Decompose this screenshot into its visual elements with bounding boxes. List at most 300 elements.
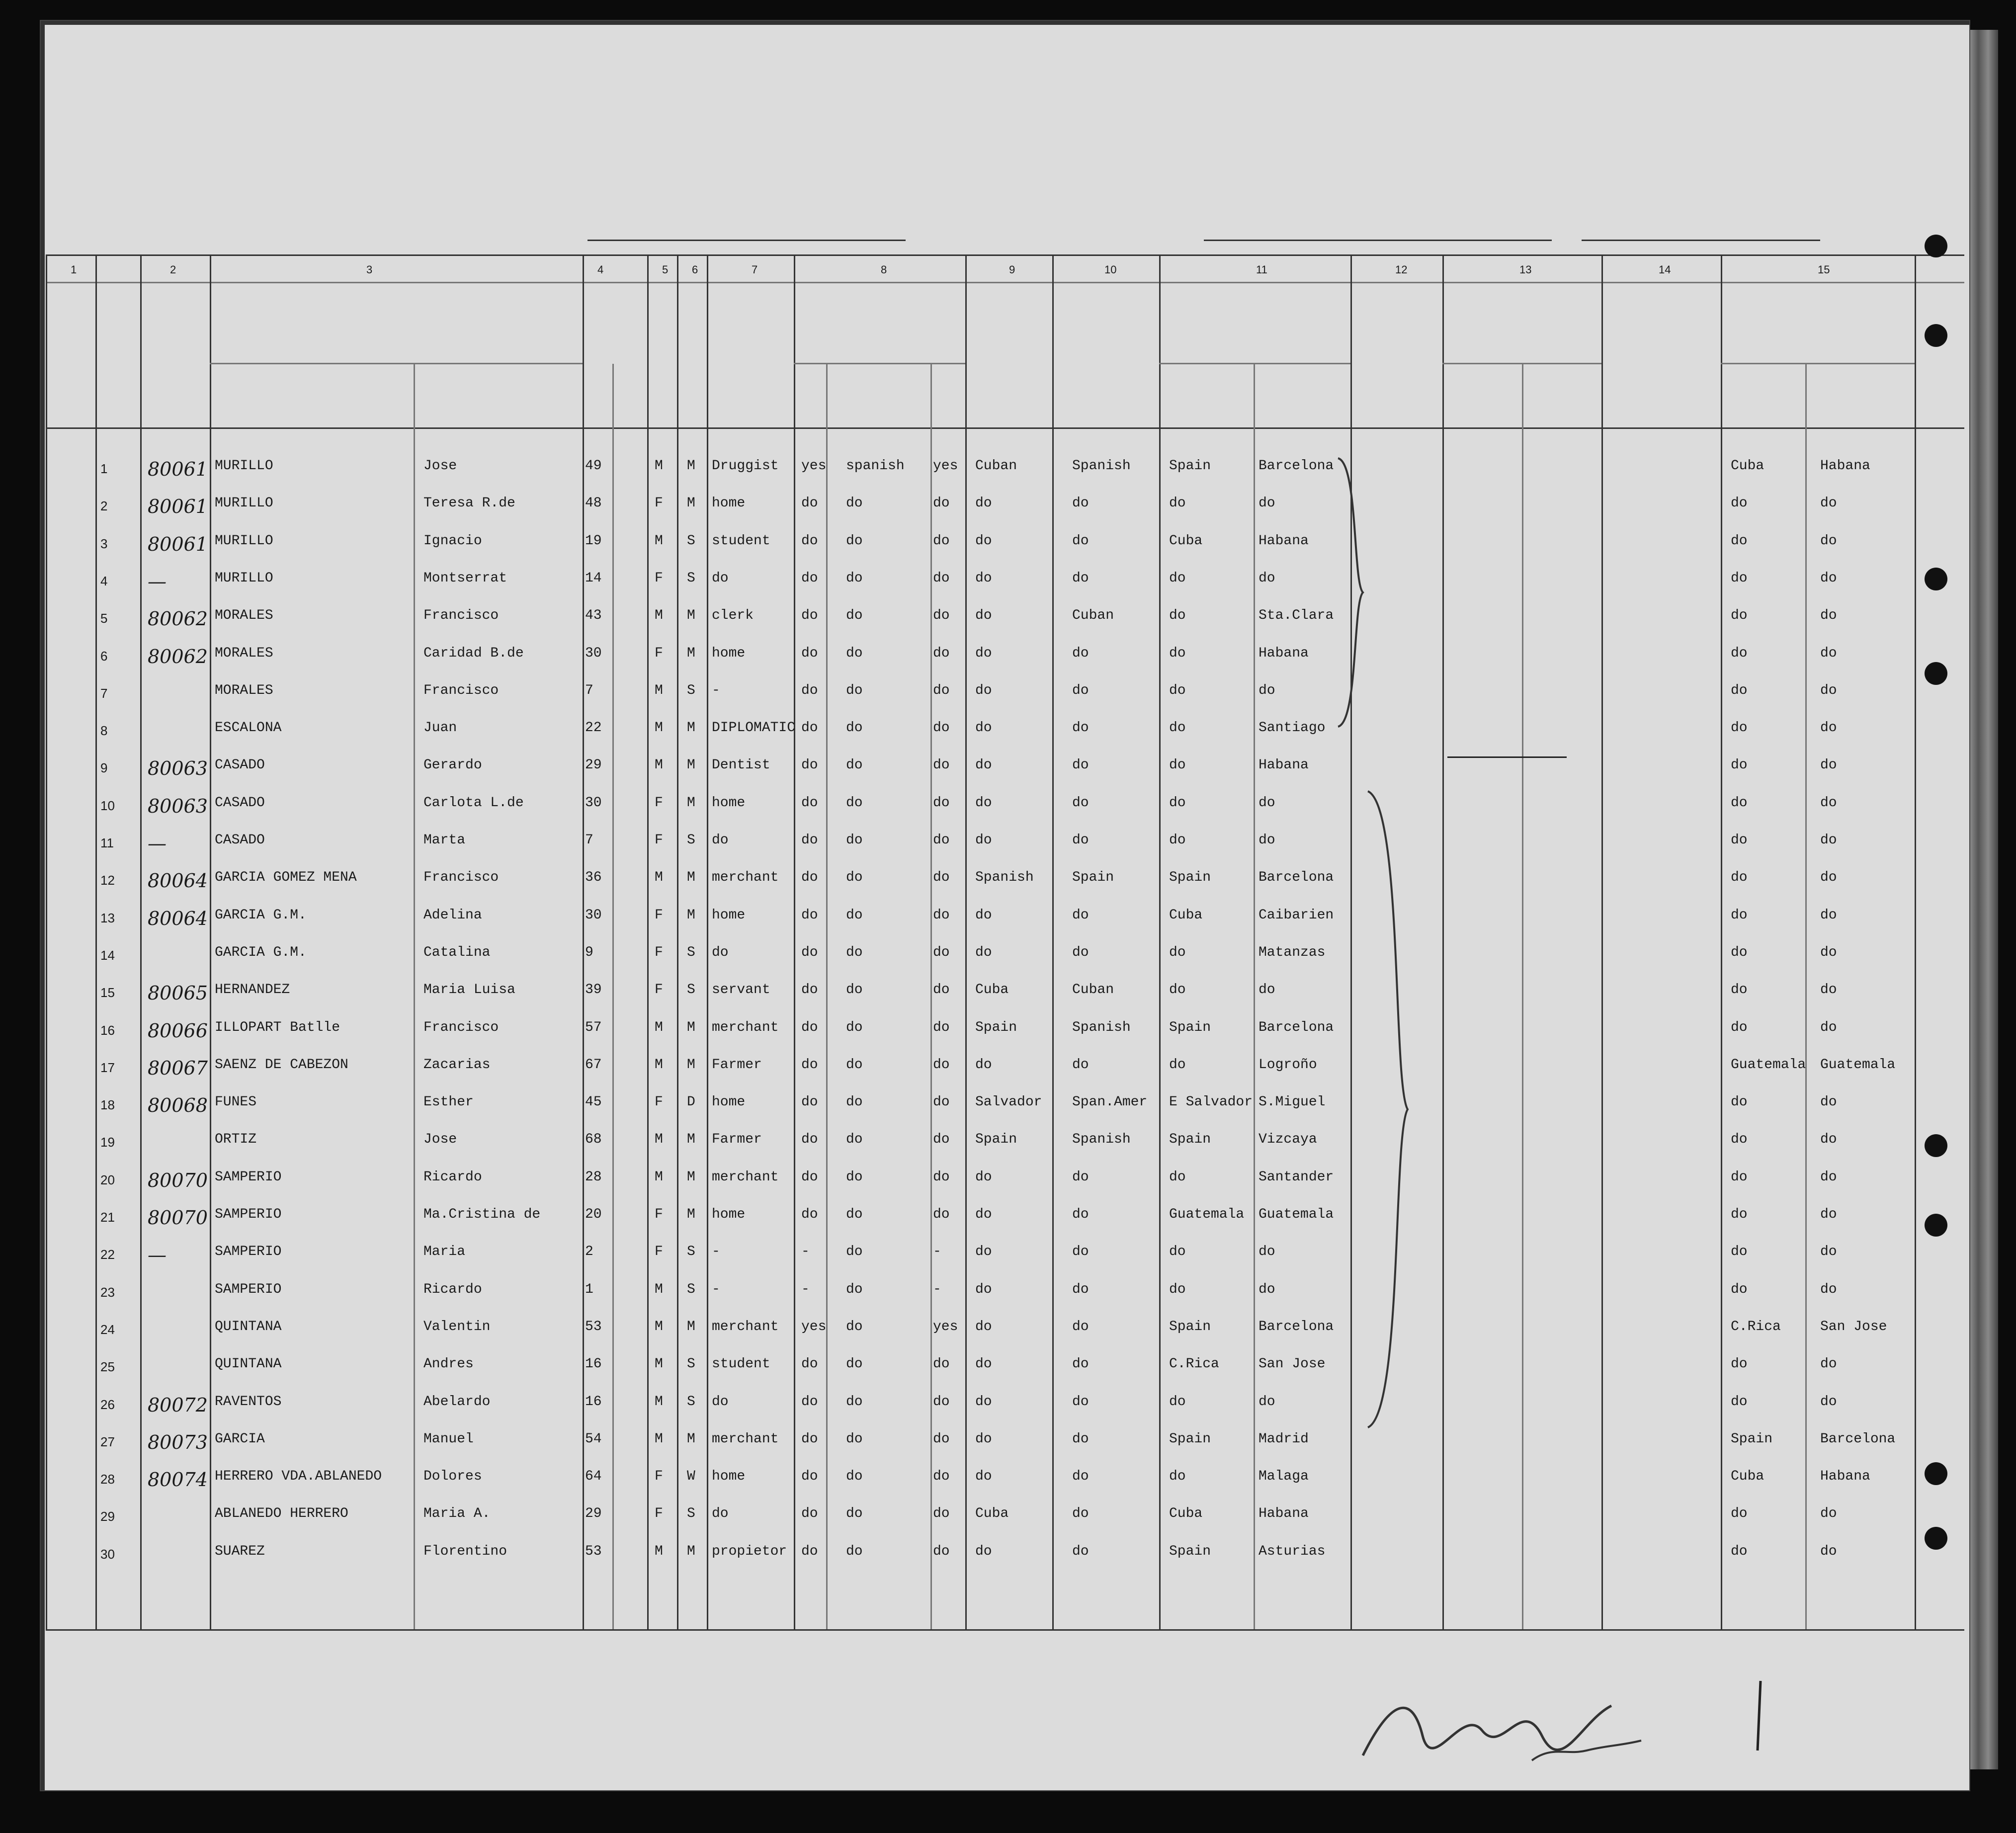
nationality-cell: do <box>975 570 992 586</box>
given-name-cell: Ignacio <box>423 533 482 549</box>
row-number: 12 <box>100 873 115 888</box>
nationality-cell: do <box>975 1356 992 1372</box>
marital-cell: M <box>687 1169 695 1185</box>
read-cell: do <box>801 496 818 511</box>
read-cell: do <box>801 682 818 698</box>
race-cell: Cuban <box>1072 982 1114 998</box>
occupation-cell: DIPLOMATIC <box>712 720 796 736</box>
family-name-cell: FUNES <box>215 1094 257 1110</box>
head-tax-cell: 80063 <box>148 795 208 817</box>
birth-city-cell: do <box>1259 1244 1275 1260</box>
birth-country-cell: do <box>1169 1394 1186 1410</box>
column-rule <box>1522 364 1523 1629</box>
age-cell: 48 <box>585 496 602 511</box>
read-cell: do <box>801 533 818 549</box>
res-city-cell: do <box>1820 1094 1837 1110</box>
occupation-cell: - <box>712 1244 720 1260</box>
nationality-cell: do <box>975 757 992 773</box>
birth-country-cell: do <box>1169 757 1186 773</box>
column-number: 15 <box>1818 263 1830 276</box>
head-tax-cell: 80070 <box>148 1207 208 1229</box>
family-name-cell: ILLOPART Batlle <box>215 1019 340 1035</box>
birth-country-cell: do <box>1169 720 1186 736</box>
birth-city-cell: Sta.Clara <box>1259 608 1334 624</box>
age-cell: 54 <box>585 1431 602 1447</box>
read-cell: yes <box>801 1319 827 1334</box>
race-cell: do <box>1072 1469 1089 1485</box>
read-cell: do <box>801 1057 818 1073</box>
birth-city-cell: Barcelona <box>1259 1019 1334 1035</box>
res-city-cell: Guatemala <box>1820 1057 1896 1073</box>
age-cell: 36 <box>585 870 602 886</box>
res-city-cell: do <box>1820 1543 1837 1559</box>
head-tax-cell: 80072 <box>148 1394 208 1416</box>
birth-country-cell: do <box>1169 682 1186 698</box>
birth-country-cell: do <box>1169 496 1186 511</box>
marital-cell: S <box>687 1281 695 1297</box>
row-number: 5 <box>100 611 108 626</box>
res-country-cell: do <box>1731 1207 1748 1222</box>
given-name-cell: Francisco <box>423 870 499 886</box>
res-country-cell: do <box>1731 982 1748 998</box>
family-name-cell: CASADO <box>215 757 265 773</box>
head-tax-cell: 80066 <box>148 1019 208 1042</box>
birth-country-cell: do <box>1169 1169 1186 1185</box>
marital-cell: M <box>687 496 695 511</box>
read-cell: do <box>801 907 818 923</box>
res-city-cell: do <box>1820 682 1837 698</box>
header-bottom-rule <box>46 427 1964 429</box>
column-number: 8 <box>881 263 887 276</box>
birth-country-cell: do <box>1169 1281 1186 1297</box>
sex-cell: M <box>655 1281 663 1297</box>
row-number: 2 <box>100 499 108 514</box>
head-tax-cell: 80061 <box>148 533 208 555</box>
write-cell: do <box>933 1207 950 1222</box>
race-cell: do <box>1072 1169 1089 1185</box>
write-cell: do <box>933 944 950 960</box>
column-number: 4 <box>597 263 604 276</box>
head-tax-cell: 80064 <box>148 870 208 892</box>
column-rule <box>583 254 584 1629</box>
sex-cell: M <box>655 1169 663 1185</box>
nationality-cell: Spanish <box>975 870 1034 886</box>
occupation-cell: home <box>712 1469 746 1485</box>
read-cell: do <box>801 720 818 736</box>
language-cell: do <box>846 1394 863 1410</box>
head-tax-cell: 80064 <box>148 907 208 929</box>
given-name-cell: Ma.Cristina de <box>423 1207 541 1222</box>
nationality-cell: do <box>975 533 992 549</box>
res-country-cell: do <box>1731 1244 1748 1260</box>
nationality-cell: do <box>975 682 992 698</box>
birth-country-cell: Cuba <box>1169 533 1203 549</box>
write-cell: do <box>933 1169 950 1185</box>
family-name-cell: SAMPERIO <box>215 1281 282 1297</box>
column-rule <box>707 254 708 1629</box>
birth-country-cell: do <box>1169 608 1186 624</box>
punch-hole <box>1925 324 1947 347</box>
age-cell: 64 <box>585 1469 602 1485</box>
nationality-cell: Cuban <box>975 458 1017 474</box>
birth-city-cell: do <box>1259 982 1275 998</box>
language-cell: do <box>846 1543 863 1559</box>
given-name-cell: Juan <box>423 720 457 736</box>
column-rule <box>612 364 614 1629</box>
column-rule <box>1721 254 1722 1629</box>
marital-cell: M <box>687 1543 695 1559</box>
head-tax-cell: 80063 <box>148 757 208 780</box>
res-country-cell: Guatemala <box>1731 1057 1806 1073</box>
occupation-cell: do <box>712 833 729 848</box>
punch-hole <box>1925 1462 1947 1485</box>
write-cell: do <box>933 757 950 773</box>
row-number: 9 <box>100 760 108 776</box>
write-cell: do <box>933 1132 950 1148</box>
occupation-cell: home <box>712 795 746 811</box>
res-city-cell: Habana <box>1820 458 1870 474</box>
read-cell: do <box>801 608 818 624</box>
row-number: 8 <box>100 723 108 739</box>
language-cell: do <box>846 1506 863 1522</box>
marital-cell: S <box>687 982 695 998</box>
race-cell: do <box>1072 1319 1089 1334</box>
language-cell: do <box>846 1132 863 1148</box>
family-name-cell: MURILLO <box>215 570 273 586</box>
write-cell: - <box>933 1244 941 1260</box>
write-cell: do <box>933 1057 950 1073</box>
write-cell: do <box>933 1094 950 1110</box>
marital-cell: M <box>687 645 695 661</box>
sex-cell: M <box>655 1132 663 1148</box>
row-number: 13 <box>100 910 115 925</box>
head-tax-cell: 80068 <box>148 1094 208 1117</box>
language-cell: do <box>846 1019 863 1035</box>
sex-cell: F <box>655 1094 663 1110</box>
age-cell: 19 <box>585 533 602 549</box>
row-number: 16 <box>100 1022 115 1038</box>
row-number: 20 <box>100 1172 115 1187</box>
birth-country-cell: do <box>1169 1057 1186 1073</box>
res-city-cell: do <box>1820 757 1837 773</box>
language-cell: do <box>846 570 863 586</box>
read-cell: do <box>801 645 818 661</box>
row-number: 25 <box>100 1359 115 1375</box>
given-name-cell: Montserrat <box>423 570 507 586</box>
row-number: 26 <box>100 1397 115 1412</box>
age-cell: 68 <box>585 1132 602 1148</box>
write-cell: do <box>933 833 950 848</box>
res-city-cell: do <box>1820 833 1837 848</box>
write-cell: do <box>933 982 950 998</box>
nationality-cell: Cuba <box>975 1506 1009 1522</box>
res-country-cell: do <box>1731 608 1748 624</box>
read-cell: do <box>801 795 818 811</box>
race-cell: do <box>1072 496 1089 511</box>
punch-hole <box>1925 235 1947 257</box>
nationality-cell: do <box>975 1431 992 1447</box>
res-country-cell: do <box>1731 1394 1748 1410</box>
birth-country-cell: do <box>1169 944 1186 960</box>
marital-cell: S <box>687 1356 695 1372</box>
nationality-cell: do <box>975 795 992 811</box>
birth-city-cell: Guatemala <box>1259 1207 1334 1222</box>
given-name-cell: Dolores <box>423 1469 482 1485</box>
res-country-cell: do <box>1731 757 1748 773</box>
column-number: 14 <box>1659 263 1671 276</box>
family-name-cell: MURILLO <box>215 533 273 549</box>
sex-cell: F <box>655 833 663 848</box>
language-cell: do <box>846 1356 863 1372</box>
write-cell: do <box>933 1469 950 1485</box>
res-country-cell: do <box>1731 1169 1748 1185</box>
res-country-cell: do <box>1731 907 1748 923</box>
read-cell: - <box>801 1244 810 1260</box>
given-name-cell: Carlota L.de <box>423 795 524 811</box>
race-cell: do <box>1072 1207 1089 1222</box>
read-cell: do <box>801 1469 818 1485</box>
birth-city-cell: Habana <box>1259 1506 1309 1522</box>
column-rule <box>414 364 415 1629</box>
res-city-cell: do <box>1820 1019 1837 1035</box>
punch-hole <box>1925 568 1947 590</box>
birth-country-cell: do <box>1169 1469 1186 1485</box>
column-rule <box>826 364 828 1629</box>
column-number: 11 <box>1256 263 1267 276</box>
language-cell: spanish <box>846 458 905 474</box>
race-cell: do <box>1072 720 1089 736</box>
row-number: 14 <box>100 947 115 963</box>
subheader-rule <box>1442 363 1601 364</box>
marital-cell: M <box>687 907 695 923</box>
write-cell: do <box>933 645 950 661</box>
language-cell: do <box>846 645 863 661</box>
sex-cell: F <box>655 1244 663 1260</box>
nationality-cell: do <box>975 1394 992 1410</box>
birth-city-cell: do <box>1259 496 1275 511</box>
birth-country-cell: Spain <box>1169 1019 1211 1035</box>
birth-city-cell: Logroño <box>1259 1057 1317 1073</box>
language-cell: do <box>846 682 863 698</box>
column-rule <box>95 254 97 1629</box>
head-tax-cell: 80062 <box>148 608 208 630</box>
given-name-cell: Francisco <box>423 682 499 698</box>
res-city-cell: do <box>1820 982 1837 998</box>
head-tax-cell: — <box>148 833 167 854</box>
nationality-cell: do <box>975 1244 992 1260</box>
write-cell: do <box>933 720 950 736</box>
race-cell: do <box>1072 1543 1089 1559</box>
marital-cell: M <box>687 458 695 474</box>
column-rule <box>1159 254 1161 1629</box>
given-name-cell: Jose <box>423 1132 457 1148</box>
column-rule <box>930 364 932 1629</box>
column-number: 7 <box>752 263 758 276</box>
write-cell: do <box>933 608 950 624</box>
read-cell: do <box>801 870 818 886</box>
birth-city-cell: Barcelona <box>1259 458 1334 474</box>
res-city-cell: do <box>1820 496 1837 511</box>
column-rule <box>647 254 649 1629</box>
age-cell: 53 <box>585 1319 602 1334</box>
race-cell: do <box>1072 795 1089 811</box>
given-name-cell: Caridad B.de <box>423 645 524 661</box>
row-number: 3 <box>100 536 108 551</box>
read-cell: - <box>801 1281 810 1297</box>
head-tax-cell: 80070 <box>148 1169 208 1191</box>
marital-cell: M <box>687 608 695 624</box>
occupation-cell: home <box>712 1094 746 1110</box>
row-number: 23 <box>100 1284 115 1300</box>
row-number: 11 <box>100 835 114 850</box>
occupation-cell: student <box>712 1356 770 1372</box>
age-cell: 45 <box>585 1094 602 1110</box>
age-cell: 9 <box>585 944 593 960</box>
nationality-cell: Spain <box>975 1019 1017 1035</box>
write-cell: do <box>933 907 950 923</box>
given-name-cell: Zacarias <box>423 1057 491 1073</box>
age-cell: 57 <box>585 1019 602 1035</box>
res-country-cell: do <box>1731 870 1748 886</box>
nationality-cell: do <box>975 1281 992 1297</box>
res-city-cell: Barcelona <box>1820 1431 1896 1447</box>
occupation-cell: student <box>712 533 770 549</box>
occupation-cell: servant <box>712 982 770 998</box>
res-country-cell: do <box>1731 720 1748 736</box>
write-cell: yes <box>933 458 958 474</box>
language-cell: do <box>846 757 863 773</box>
given-name-cell: Esther <box>423 1094 474 1110</box>
row-number: 7 <box>100 685 108 701</box>
family-name-cell: RAVENTOS <box>215 1394 282 1410</box>
res-city-cell: do <box>1820 1356 1837 1372</box>
row-number: 24 <box>100 1322 115 1337</box>
sex-cell: F <box>655 570 663 586</box>
sex-cell: M <box>655 1543 663 1559</box>
nationality-cell: do <box>975 944 992 960</box>
column-rule <box>1805 364 1807 1629</box>
age-cell: 7 <box>585 682 593 698</box>
write-cell: do <box>933 682 950 698</box>
language-cell: do <box>846 1057 863 1073</box>
nationality-cell: do <box>975 608 992 624</box>
row-number: 17 <box>100 1060 115 1075</box>
res-country-cell: do <box>1731 944 1748 960</box>
occupation-cell: - <box>712 682 720 698</box>
marital-cell: W <box>687 1469 695 1485</box>
nationality-cell: do <box>975 1207 992 1222</box>
language-cell: do <box>846 1094 863 1110</box>
read-cell: yes <box>801 458 827 474</box>
marital-cell: M <box>687 1019 695 1035</box>
row-number: 6 <box>100 648 108 664</box>
given-name-cell: Ricardo <box>423 1281 482 1297</box>
birth-city-cell: Santander <box>1259 1169 1334 1185</box>
sex-cell: M <box>655 608 663 624</box>
family-name-cell: SAMPERIO <box>215 1207 282 1222</box>
subheader-rule <box>1721 363 1915 364</box>
language-cell: do <box>846 1469 863 1485</box>
occupation-cell: Druggist <box>712 458 779 474</box>
head-tax-cell: 80073 <box>148 1431 208 1453</box>
birth-city-cell: Barcelona <box>1259 1319 1334 1334</box>
sex-cell: F <box>655 1469 663 1485</box>
birth-city-cell: do <box>1259 795 1275 811</box>
column-rule <box>1254 364 1255 1629</box>
head-tax-cell: 80062 <box>148 645 208 667</box>
occupation-cell: do <box>712 1394 729 1410</box>
sex-cell: M <box>655 682 663 698</box>
family-name-cell: MORALES <box>215 682 273 698</box>
age-cell: 30 <box>585 645 602 661</box>
res-country-cell: do <box>1731 1281 1748 1297</box>
birth-country-cell: Spain <box>1169 1431 1211 1447</box>
race-cell: Spanish <box>1072 1019 1131 1035</box>
age-cell: 7 <box>585 833 593 848</box>
given-name-cell: Florentino <box>423 1543 507 1559</box>
race-cell: do <box>1072 682 1089 698</box>
column-rule <box>1601 254 1603 1629</box>
sex-cell: M <box>655 1394 663 1410</box>
subheader-rule <box>794 363 965 364</box>
family-name-cell: SAENZ DE CABEZON <box>215 1057 348 1073</box>
sex-cell: M <box>655 1319 663 1334</box>
row-number: 29 <box>100 1509 115 1524</box>
write-cell: do <box>933 570 950 586</box>
birth-country-cell: Cuba <box>1169 907 1203 923</box>
race-cell: do <box>1072 1394 1089 1410</box>
res-country-cell: do <box>1731 1356 1748 1372</box>
marital-cell: M <box>687 720 695 736</box>
birth-country-cell: Spain <box>1169 458 1211 474</box>
family-name-cell: MURILLO <box>215 458 273 474</box>
birth-city-cell: Habana <box>1259 645 1309 661</box>
language-cell: do <box>846 982 863 998</box>
birth-city-cell: Asturias <box>1259 1543 1326 1559</box>
read-cell: do <box>801 1094 818 1110</box>
birth-country-cell: Guatemala <box>1169 1207 1245 1222</box>
language-cell: do <box>846 944 863 960</box>
read-cell: do <box>801 1356 818 1372</box>
language-cell: do <box>846 533 863 549</box>
family-name-cell: MORALES <box>215 645 273 661</box>
age-cell: 2 <box>585 1244 593 1260</box>
birth-city-cell: Habana <box>1259 533 1309 549</box>
birth-city-cell: Matanzas <box>1259 944 1326 960</box>
age-cell: 29 <box>585 757 602 773</box>
column-number: 3 <box>366 263 373 276</box>
column-number: 13 <box>1519 263 1532 276</box>
nationality-cell: do <box>975 907 992 923</box>
age-cell: 1 <box>585 1281 593 1297</box>
birth-country-cell: Spain <box>1169 870 1211 886</box>
write-cell: do <box>933 1356 950 1372</box>
language-cell: do <box>846 907 863 923</box>
row-number: 10 <box>100 798 115 813</box>
head-tax-cell: 80061 <box>148 496 208 518</box>
sex-cell: M <box>655 1356 663 1372</box>
birth-country-cell: Spain <box>1169 1319 1211 1334</box>
family-name-cell: SUAREZ <box>215 1543 265 1559</box>
column-number: 2 <box>170 263 176 276</box>
read-cell: do <box>801 1543 818 1559</box>
birth-city-cell: S.Miguel <box>1259 1094 1326 1110</box>
nationality-cell: do <box>975 1469 992 1485</box>
head-tax-cell: 80074 <box>148 1469 208 1491</box>
write-cell: yes <box>933 1319 958 1334</box>
race-cell: Spain <box>1072 870 1114 886</box>
marital-cell: S <box>687 1506 695 1522</box>
